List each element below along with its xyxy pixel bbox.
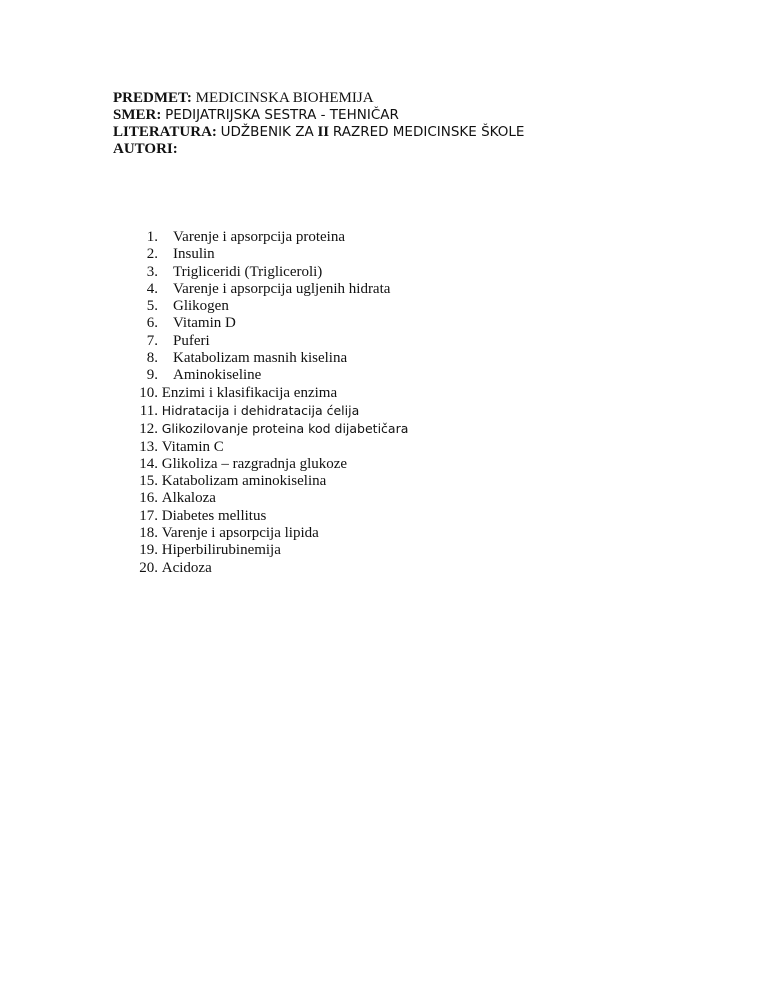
list-item-number: 15.: [139, 473, 158, 490]
list-item: [132, 246, 408, 263]
predmet-label: PREDMET:: [113, 90, 192, 106]
list-item: [132, 402, 408, 420]
list-item: [132, 229, 408, 246]
list-item: [132, 367, 408, 384]
list-item-title: Enzimi i klasifikacija enzima: [161, 384, 338, 401]
list-item-title: Varenje i apsorpcija lipida: [161, 525, 319, 542]
list-item: [132, 456, 408, 473]
list-item-number: 13.: [139, 438, 158, 455]
list-item-title: Acidoza: [161, 559, 212, 576]
autori-label: AUTORI:: [113, 141, 178, 157]
list-item: [132, 264, 408, 281]
literatura-label: LITERATURA:: [113, 124, 217, 140]
smer-label: SMER:: [113, 107, 162, 123]
list-item-number: 3.: [146, 263, 158, 280]
list-item: [132, 490, 408, 507]
list-item-number: 18.: [139, 525, 158, 542]
list-item-title: Glikogen: [173, 298, 229, 315]
literatura-roman-numeral: II: [317, 124, 330, 140]
smer-line: [113, 107, 524, 124]
list-item-number: 19.: [139, 542, 158, 559]
list-item-title: Katabolizam aminokiselina: [161, 473, 327, 490]
list-item-number: 4.: [146, 280, 158, 297]
topic-list: [132, 229, 408, 577]
list-item-title: Glikozilovanje proteina kod dijabetičara: [161, 421, 409, 437]
list-item: [132, 473, 408, 490]
list-item-title: Trigliceridi (Trigliceroli): [173, 263, 323, 280]
list-item-number: 20.: [139, 559, 158, 576]
list-item: [132, 315, 408, 332]
literatura-value-part1: UDŽBENIK ZA: [220, 124, 314, 140]
predmet-value: MEDICINSKA BIOHEMIJA: [195, 90, 374, 106]
list-item-number: 7.: [146, 332, 158, 349]
list-item-number: 1.: [146, 229, 158, 245]
list-item: [132, 542, 408, 559]
list-item: [132, 439, 408, 456]
document-header: [113, 90, 524, 158]
list-item-number: 11.: [139, 402, 158, 419]
list-item-title: Insulin: [173, 246, 215, 263]
list-item-number: 6.: [146, 315, 158, 332]
list-item-number: 12.: [139, 421, 158, 438]
list-item: [132, 508, 408, 525]
list-item-title: Vitamin D: [173, 315, 236, 332]
list-item: [132, 420, 408, 438]
list-item-title: Diabetes mellitus: [161, 507, 267, 524]
literatura-value-part2: RAZRED MEDICINSKE ŠKOLE: [332, 124, 525, 140]
list-item-number: 14.: [139, 455, 158, 472]
list-item: [132, 333, 408, 350]
list-item: [132, 298, 408, 315]
list-item-title: Hiperbilirubinemija: [161, 542, 281, 559]
list-item-number: 9.: [146, 367, 158, 384]
list-item-title: Vitamin C: [161, 438, 224, 455]
list-item-number: 2.: [146, 246, 158, 263]
smer-value: PEDIJATRIJSKA SESTRA - TEHNIČAR: [165, 107, 399, 123]
list-item: [132, 281, 408, 298]
list-item-title: Varenje i apsorpcija ugljenih hidrata: [173, 280, 391, 297]
autori-line: [113, 141, 524, 158]
list-item-number: 10.: [139, 384, 158, 401]
list-item-title: Varenje i apsorpcija proteina: [173, 229, 346, 245]
list-item-number: 17.: [139, 507, 158, 524]
list-item: [132, 350, 408, 367]
list-item-title: Aminokiseline: [173, 367, 262, 384]
list-item-title: Katabolizam masnih kiselina: [173, 350, 348, 367]
list-item-title: Hidratacija i dehidratacija ćelija: [161, 402, 360, 418]
list-item-title: Alkaloza: [161, 490, 216, 507]
list-item-number: 8.: [146, 350, 158, 367]
list-item-title: Puferi: [173, 332, 210, 349]
list-item-title: Glikoliza – razgradnja glukoze: [161, 455, 348, 472]
list-item-number: 16.: [139, 490, 158, 507]
list-item: [132, 560, 408, 577]
list-item-number: 5.: [146, 298, 158, 315]
predmet-line: [113, 90, 524, 107]
list-item: [132, 525, 408, 542]
list-item: [132, 385, 408, 402]
literatura-line: [113, 124, 524, 141]
